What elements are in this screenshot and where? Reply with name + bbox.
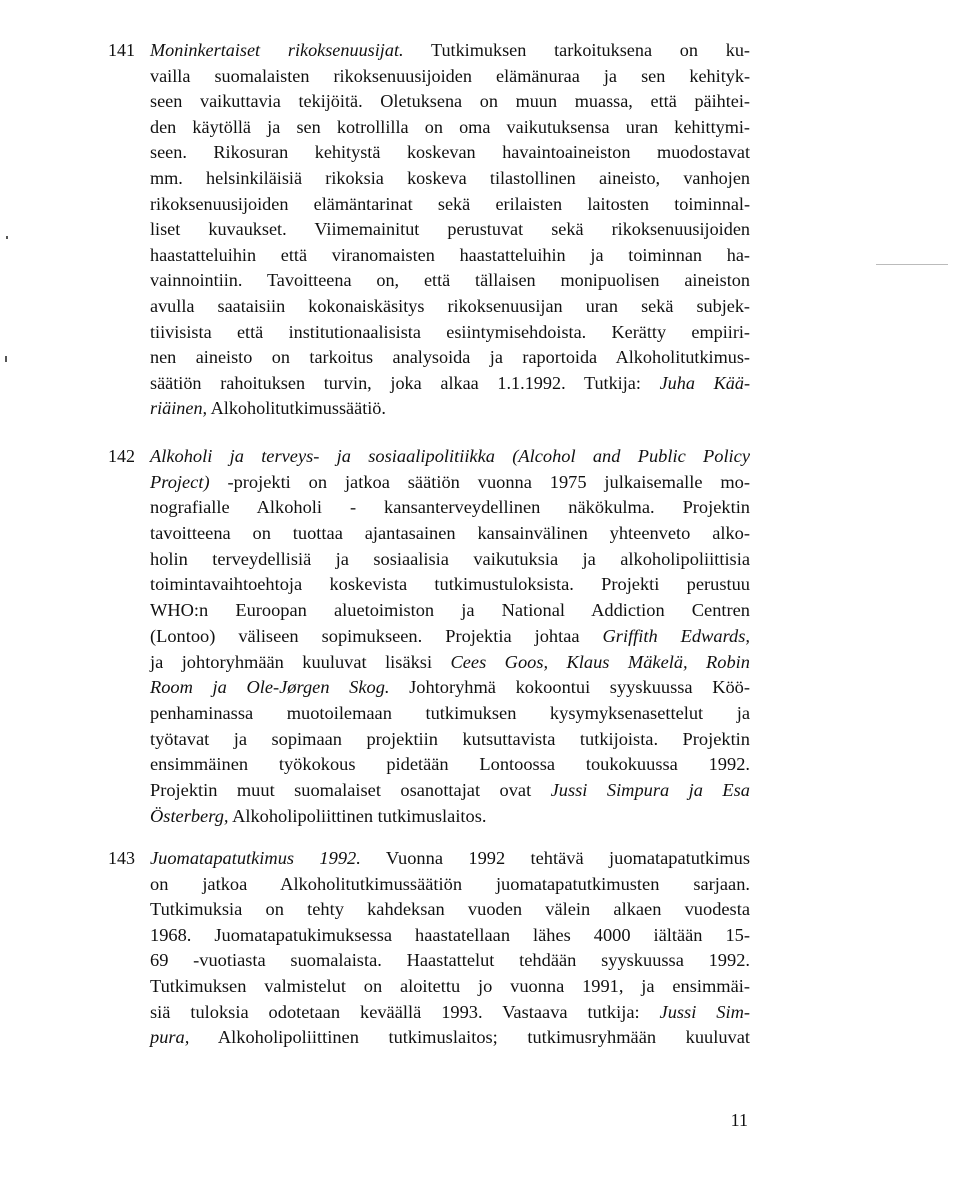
- text-run: seen vaikuttavia tekijöitä. Oletuksena on muun muassa, että päihtei-: [150, 91, 750, 112]
- entry-number: 143: [108, 848, 135, 868]
- text-run: työtavat ja sopimaan projektiin kutsuttavista tutkijoista. Projektin: [150, 728, 750, 749]
- text-line: [150, 846, 750, 872]
- text-run: seen. Rikosuran kehitystä koskevan havaintoaineiston muodostavat: [150, 142, 750, 163]
- text-line: [150, 804, 750, 830]
- entry-number: 141: [108, 40, 135, 60]
- text-run: vailla suomalaisten rikoksenuusijoiden elämänuraa ja sen kehityk-: [150, 65, 750, 86]
- text-line: [150, 243, 750, 269]
- italic-text: Moninkertaiset rikoksenuusijat.: [150, 40, 404, 60]
- text-line: [150, 115, 750, 141]
- text-line: [150, 650, 750, 676]
- italic-text: pura,: [150, 1027, 190, 1048]
- scan-mark: [876, 264, 948, 265]
- text-line: [150, 948, 750, 974]
- text-line: [150, 624, 750, 650]
- text-line: [150, 572, 750, 598]
- entry-number: 142: [108, 446, 135, 466]
- text-run: Johtoryhmä kokoontui syyskuussa Köö-: [389, 677, 750, 698]
- text-line: [150, 217, 750, 243]
- italic-text: Project): [150, 471, 210, 492]
- text-run: on jatkoa Alkoholitutkimussäätiön juomatapatutkimusten sarjaan.: [150, 873, 750, 894]
- text-line: [150, 294, 750, 320]
- entry-text: [150, 444, 750, 829]
- text-run: 1968. Juomatapatukimuksessa haastatellaan lähes 4000 iältään 15-: [150, 924, 750, 945]
- text-run: avulla saataisiin kokonaiskäsitys rikoksenuusijan uran sekä subjek-: [150, 295, 750, 316]
- italic-text: Jussi Simpura ja Esa: [550, 779, 750, 800]
- text-line: [150, 320, 750, 346]
- text-run: WHO:n Euroopan aluetoimiston ja National Addiction Centren: [150, 600, 750, 621]
- text-line: [150, 547, 750, 573]
- text-run: haastatteluihin että viranomaisten haastatteluihin ja toiminnan ha-: [150, 244, 750, 265]
- text-run: nografialle Alkoholi - kansanterveydellinen näkökulma. Projektin: [150, 497, 750, 518]
- text-line: [150, 345, 750, 371]
- italic-text: riäinen,: [150, 398, 208, 419]
- italic-text: Österberg,: [150, 805, 229, 826]
- text-line: [150, 974, 750, 1000]
- text-run: vainnointiin. Tavoitteena on, että tällaisen monipuolisen aineiston: [150, 270, 750, 291]
- text-run: Vuonna 1992 tehtävä juomatapatutkimus: [360, 848, 750, 868]
- text-line: [150, 38, 750, 64]
- text-run: säätiön rahoituksen turvin, joka alkaa 1.1.1992. Tutkija:: [150, 372, 660, 393]
- text-run: nen aineisto on tarkoitus analysoida ja raportoida Alkoholitutkimus-: [150, 347, 750, 368]
- text-run: Tutkimuksen valmistelut on aloitettu jo vuonna 1991, ja ensimmäi-: [150, 975, 750, 996]
- text-run: tavoitteena on tuottaa ajantasainen kansainvälinen yhteenveto alko-: [150, 523, 750, 544]
- text-run: Projektin muut suomalaiset osanottajat ovat: [150, 779, 551, 800]
- text-line: [150, 268, 750, 294]
- text-run: ensimmäinen työkokous pidetään Lontoossa toukokuussa 1992.: [150, 754, 750, 775]
- entry-text: [150, 38, 750, 422]
- italic-text: Cees Goos, Klaus Mäkelä, Robin: [450, 651, 750, 672]
- text-run: Tutkimuksen tarkoituksena on ku-: [403, 40, 750, 60]
- text-line: [150, 396, 750, 422]
- text-run: den käytöllä ja sen kotrollilla on oma vaikutuksensa uran kehittymi-: [150, 116, 750, 137]
- italic-text: Room ja Ole-Jørgen Skog.: [150, 677, 390, 698]
- text-run: holin terveydellisiä ja sosiaalisia vaikutuksia ja alkoholipoliittisia: [150, 548, 750, 569]
- text-run: Alkoholipoliittinen tutkimuslaitos; tutkimusryhmään kuuluvat: [189, 1027, 750, 1048]
- italic-text: Jussi Sim-: [659, 1001, 750, 1022]
- text-line: [150, 1025, 750, 1051]
- text-line: [150, 778, 750, 804]
- text-line: [150, 923, 750, 949]
- text-line: [150, 444, 750, 470]
- italic-text: Alkoholi ja terveys- ja sosiaalipolitiikka (Alcohol and Public Policy: [150, 446, 750, 466]
- text-line: [150, 727, 750, 753]
- entry-text: [150, 846, 750, 1051]
- text-line: [150, 598, 750, 624]
- italic-text: Juha Kää-: [659, 372, 750, 393]
- text-line: [150, 64, 750, 90]
- page-number: 11: [730, 1110, 748, 1130]
- text-line: [150, 166, 750, 192]
- text-run: -projekti on jatkoa säätiön vuonna 1975 julkaisemalle mo-: [209, 471, 750, 492]
- text-line: [150, 701, 750, 727]
- text-run: siä tuloksia odotetaan keväällä 1993. Vastaava tutkija:: [150, 1001, 660, 1022]
- scan-mark: [5, 356, 7, 362]
- text-line: [150, 192, 750, 218]
- scan-mark: [6, 236, 8, 239]
- text-line: [150, 897, 750, 923]
- text-line: [150, 89, 750, 115]
- text-run: Alkoholipoliittinen tutkimuslaitos.: [228, 805, 487, 826]
- text-run: mm. helsinkiläisiä rikoksia koskeva tilastollinen aineisto, vanhojen: [150, 167, 750, 188]
- text-run: liset kuvaukset. Viimemainitut perustuvat sekä rikoksenuusijoiden: [150, 219, 750, 240]
- text-run: rikoksenuusijoiden elämäntarinat sekä erilaisten laitosten toiminnal-: [150, 193, 750, 214]
- text-line: [150, 872, 750, 898]
- text-line: [150, 1000, 750, 1026]
- text-run: 69 -vuotiasta suomalaista. Haastattelut tehdään syyskuussa 1992.: [150, 950, 750, 971]
- italic-text: Juomatapatutkimus 1992.: [150, 848, 361, 868]
- text-run: penhaminassa muotoilemaan tutkimuksen kysymyksenasettelut ja: [150, 702, 750, 723]
- text-run: ja johtoryhmään kuuluvat lisäksi: [150, 651, 451, 672]
- text-line: [150, 140, 750, 166]
- text-line: [150, 752, 750, 778]
- text-run: Tutkimuksia on tehty kahdeksan vuoden välein alkaen vuodesta: [150, 899, 750, 920]
- text-run: tiivisista että institutionaalisista esiintymisehdoista. Kerätty empiiri-: [150, 321, 750, 342]
- text-line: [150, 675, 750, 701]
- text-line: [150, 470, 750, 496]
- text-run: Alkoholitutkimussäätiö.: [207, 398, 386, 419]
- text-line: [150, 521, 750, 547]
- text-line: [150, 495, 750, 521]
- text-run: toimintavaihtoehtoja koskevista tutkimustuloksista. Projekti perustuu: [150, 574, 750, 595]
- text-line: [150, 371, 750, 397]
- text-run: (Lontoo) väliseen sopimukseen. Projektia johtaa: [150, 625, 603, 646]
- italic-text: Griffith Edwards,: [602, 625, 750, 646]
